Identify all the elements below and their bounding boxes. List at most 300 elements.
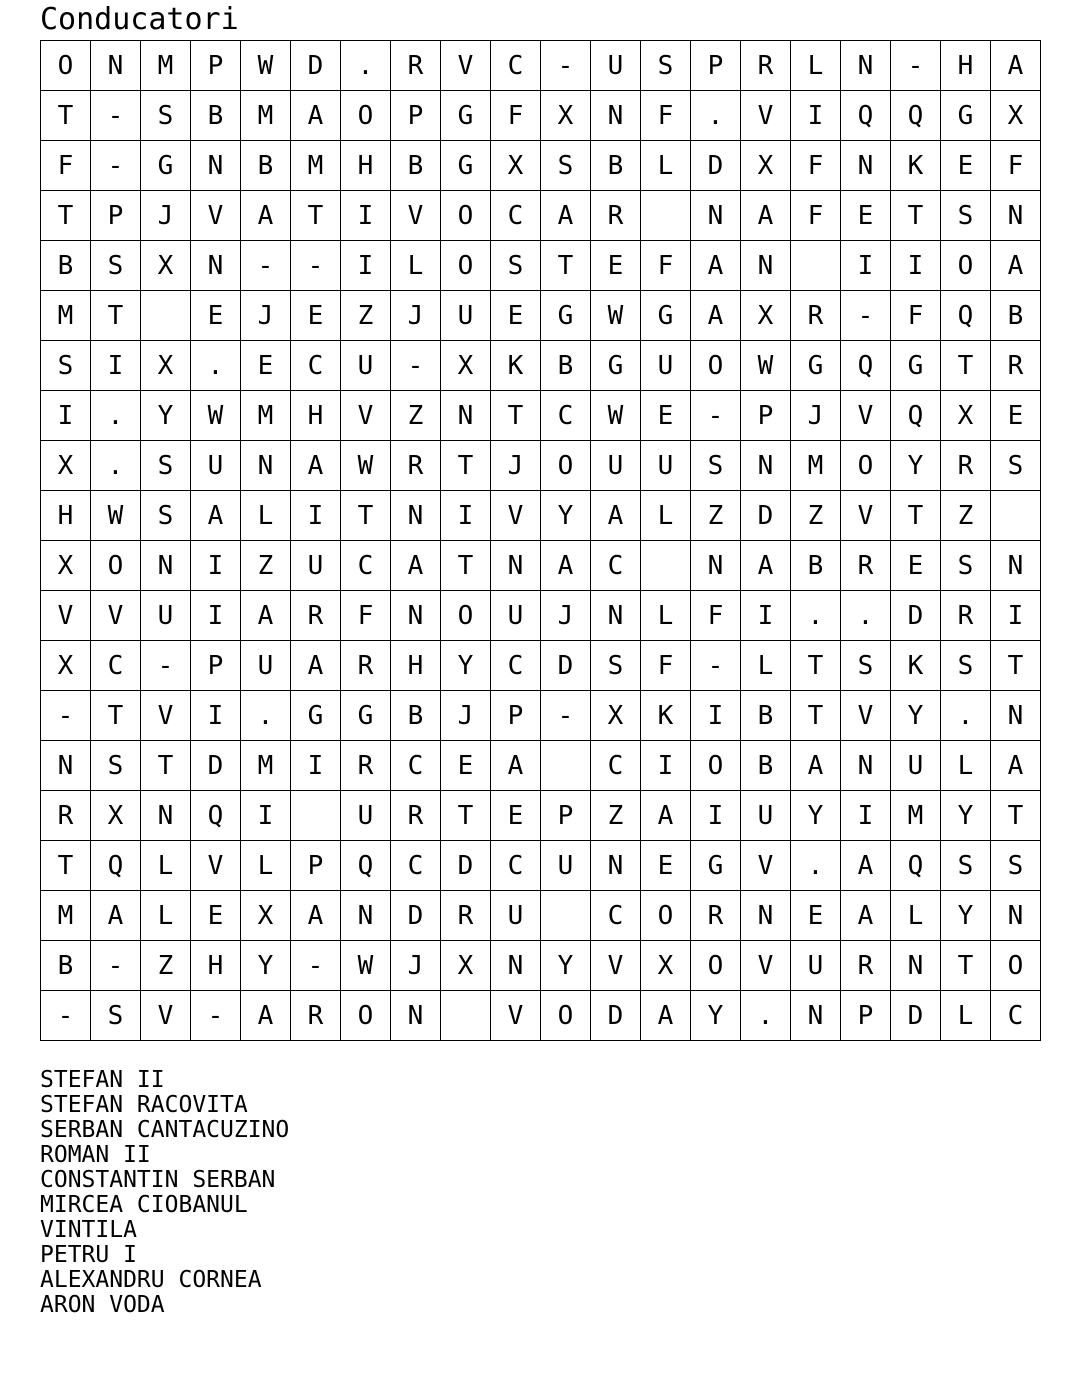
grid-cell[interactable]: V [741, 841, 791, 891]
grid-cell[interactable]: X [241, 891, 291, 941]
grid-cell[interactable]: . [91, 391, 141, 441]
grid-cell[interactable]: T [141, 741, 191, 791]
grid-cell[interactable]: F [791, 141, 841, 191]
grid-cell[interactable]: P [741, 391, 791, 441]
grid-cell[interactable]: L [141, 841, 191, 891]
grid-cell[interactable]: R [391, 791, 441, 841]
grid-cell[interactable]: N [841, 741, 891, 791]
grid-cell[interactable]: T [441, 541, 491, 591]
grid-cell[interactable]: I [41, 391, 91, 441]
grid-cell[interactable]: W [91, 491, 141, 541]
grid-cell[interactable]: R [841, 941, 891, 991]
grid-cell[interactable]: G [791, 341, 841, 391]
grid-cell[interactable]: X [141, 241, 191, 291]
grid-cell[interactable]: E [491, 791, 541, 841]
grid-cell[interactable]: E [191, 891, 241, 941]
grid-cell[interactable]: X [641, 941, 691, 991]
grid-cell[interactable]: W [191, 391, 241, 441]
grid-cell[interactable]: O [691, 341, 741, 391]
grid-cell[interactable]: F [991, 141, 1041, 191]
grid-cell[interactable]: J [441, 691, 491, 741]
grid-cell[interactable]: E [891, 541, 941, 591]
grid-cell[interactable] [541, 891, 591, 941]
grid-cell[interactable]: S [141, 441, 191, 491]
grid-cell[interactable]: N [891, 941, 941, 991]
grid-cell[interactable]: H [391, 641, 441, 691]
grid-cell[interactable]: S [91, 741, 141, 791]
grid-cell[interactable]: - [541, 691, 591, 741]
grid-cell[interactable]: X [91, 791, 141, 841]
grid-cell[interactable]: U [791, 941, 841, 991]
grid-cell[interactable]: B [541, 341, 591, 391]
grid-cell[interactable]: Z [791, 491, 841, 541]
grid-cell[interactable]: T [41, 91, 91, 141]
grid-cell[interactable]: R [941, 441, 991, 491]
grid-cell[interactable]: N [991, 891, 1041, 941]
grid-cell[interactable]: V [141, 991, 191, 1041]
grid-cell[interactable]: W [741, 341, 791, 391]
grid-cell[interactable]: I [91, 341, 141, 391]
grid-cell[interactable]: J [241, 291, 291, 341]
grid-cell[interactable] [991, 491, 1041, 541]
grid-cell[interactable]: O [541, 991, 591, 1041]
grid-cell[interactable]: D [191, 741, 241, 791]
grid-cell[interactable]: A [741, 541, 791, 591]
grid-cell[interactable]: A [841, 891, 891, 941]
grid-cell[interactable]: T [441, 791, 491, 841]
grid-cell[interactable]: A [991, 741, 1041, 791]
grid-cell[interactable]: F [891, 291, 941, 341]
grid-cell[interactable]: N [841, 41, 891, 91]
grid-cell[interactable]: L [141, 891, 191, 941]
grid-cell[interactable]: V [741, 941, 791, 991]
grid-cell[interactable]: . [241, 691, 291, 741]
grid-cell[interactable]: N [341, 891, 391, 941]
grid-cell[interactable]: I [691, 791, 741, 841]
grid-cell[interactable]: N [391, 991, 441, 1041]
grid-cell[interactable]: H [341, 141, 391, 191]
grid-cell[interactable]: V [491, 491, 541, 541]
grid-cell[interactable]: I [191, 541, 241, 591]
grid-cell[interactable]: J [791, 391, 841, 441]
grid-cell[interactable]: I [291, 741, 341, 791]
grid-cell[interactable]: A [241, 191, 291, 241]
grid-cell[interactable]: N [491, 541, 541, 591]
grid-cell[interactable]: Z [341, 291, 391, 341]
grid-cell[interactable]: T [891, 191, 941, 241]
grid-cell[interactable]: O [441, 591, 491, 641]
grid-cell[interactable]: Y [541, 491, 591, 541]
grid-cell[interactable]: I [291, 491, 341, 541]
grid-cell[interactable]: U [641, 341, 691, 391]
grid-cell[interactable]: A [241, 991, 291, 1041]
grid-cell[interactable]: - [541, 41, 591, 91]
grid-cell[interactable]: A [241, 591, 291, 641]
grid-cell[interactable]: U [141, 591, 191, 641]
grid-cell[interactable]: S [141, 91, 191, 141]
grid-cell[interactable]: N [691, 191, 741, 241]
grid-cell[interactable]: I [991, 591, 1041, 641]
grid-cell[interactable]: L [941, 741, 991, 791]
grid-cell[interactable]: O [41, 41, 91, 91]
grid-cell[interactable]: D [591, 991, 641, 1041]
grid-cell[interactable]: - [91, 141, 141, 191]
grid-cell[interactable]: K [491, 341, 541, 391]
grid-cell[interactable]: E [841, 191, 891, 241]
grid-cell[interactable]: H [291, 391, 341, 441]
grid-cell[interactable]: N [91, 41, 141, 91]
grid-cell[interactable]: B [391, 691, 441, 741]
grid-cell[interactable]: A [291, 441, 341, 491]
grid-cell[interactable]: A [291, 91, 341, 141]
grid-cell[interactable]: B [391, 141, 441, 191]
grid-cell[interactable] [541, 741, 591, 791]
grid-cell[interactable]: Q [91, 841, 141, 891]
grid-cell[interactable]: O [941, 241, 991, 291]
grid-cell[interactable]: C [591, 891, 641, 941]
grid-cell[interactable]: D [541, 641, 591, 691]
grid-cell[interactable]: L [241, 491, 291, 541]
grid-cell[interactable]: D [441, 841, 491, 891]
grid-cell[interactable]: U [341, 341, 391, 391]
grid-cell[interactable]: O [691, 741, 741, 791]
grid-cell[interactable]: P [691, 41, 741, 91]
grid-cell[interactable]: T [941, 341, 991, 391]
grid-cell[interactable]: P [391, 91, 441, 141]
grid-cell[interactable]: . [191, 341, 241, 391]
grid-cell[interactable]: D [891, 591, 941, 641]
grid-cell[interactable]: T [941, 941, 991, 991]
grid-cell[interactable]: A [541, 191, 591, 241]
grid-cell[interactable]: B [741, 741, 791, 791]
grid-cell[interactable]: E [991, 391, 1041, 441]
grid-cell[interactable]: N [491, 941, 541, 991]
grid-cell[interactable]: T [491, 391, 541, 441]
grid-cell[interactable]: U [191, 441, 241, 491]
grid-cell[interactable]: J [391, 291, 441, 341]
grid-cell[interactable]: A [391, 541, 441, 591]
grid-cell[interactable]: W [591, 391, 641, 441]
grid-cell[interactable]: M [141, 41, 191, 91]
grid-cell[interactable]: M [241, 91, 291, 141]
grid-cell[interactable]: I [841, 791, 891, 841]
grid-cell[interactable]: S [491, 241, 541, 291]
grid-cell[interactable]: T [41, 841, 91, 891]
grid-cell[interactable]: S [841, 641, 891, 691]
grid-cell[interactable]: D [691, 141, 741, 191]
grid-cell[interactable]: U [591, 41, 641, 91]
grid-cell[interactable]: N [841, 141, 891, 191]
grid-cell[interactable]: N [591, 91, 641, 141]
grid-cell[interactable]: C [391, 841, 441, 891]
grid-cell[interactable]: F [641, 641, 691, 691]
grid-cell[interactable]: Y [141, 391, 191, 441]
grid-cell[interactable]: A [91, 891, 141, 941]
grid-cell[interactable]: M [41, 291, 91, 341]
grid-cell[interactable]: B [991, 291, 1041, 341]
grid-cell[interactable]: L [391, 241, 441, 291]
grid-cell[interactable]: R [941, 591, 991, 641]
grid-cell[interactable]: Y [541, 941, 591, 991]
grid-cell[interactable]: A [691, 291, 741, 341]
grid-cell[interactable]: I [691, 691, 741, 741]
grid-cell[interactable]: L [641, 591, 691, 641]
grid-cell[interactable]: C [391, 741, 441, 791]
grid-cell[interactable] [441, 991, 491, 1041]
grid-cell[interactable]: K [891, 141, 941, 191]
grid-cell[interactable]: C [491, 41, 541, 91]
grid-cell[interactable]: . [791, 841, 841, 891]
grid-cell[interactable]: P [841, 991, 891, 1041]
grid-cell[interactable]: F [641, 91, 691, 141]
grid-cell[interactable]: S [141, 491, 191, 541]
grid-cell[interactable]: - [141, 641, 191, 691]
grid-cell[interactable]: X [141, 341, 191, 391]
grid-cell[interactable]: V [141, 691, 191, 741]
grid-cell[interactable]: O [691, 941, 741, 991]
grid-cell[interactable]: R [841, 541, 891, 591]
grid-cell[interactable]: O [341, 91, 391, 141]
grid-cell[interactable]: . [691, 91, 741, 141]
grid-cell[interactable]: - [841, 291, 891, 341]
grid-cell[interactable]: A [791, 741, 841, 791]
grid-cell[interactable]: B [241, 141, 291, 191]
grid-cell[interactable]: X [491, 141, 541, 191]
grid-cell[interactable]: G [691, 841, 741, 891]
grid-cell[interactable]: Q [891, 841, 941, 891]
grid-cell[interactable]: Y [941, 791, 991, 841]
grid-cell[interactable]: V [841, 491, 891, 541]
grid-cell[interactable]: I [191, 691, 241, 741]
grid-cell[interactable]: Q [841, 341, 891, 391]
grid-cell[interactable]: T [441, 441, 491, 491]
grid-cell[interactable]: S [91, 991, 141, 1041]
grid-cell[interactable]: I [341, 191, 391, 241]
grid-cell[interactable]: B [741, 691, 791, 741]
grid-cell[interactable]: R [291, 591, 341, 641]
grid-cell[interactable]: O [441, 241, 491, 291]
grid-cell[interactable]: . [91, 441, 141, 491]
grid-cell[interactable]: N [691, 541, 741, 591]
grid-cell[interactable]: G [341, 691, 391, 741]
grid-cell[interactable]: A [191, 491, 241, 541]
grid-cell[interactable]: . [941, 691, 991, 741]
grid-cell[interactable]: K [891, 641, 941, 691]
grid-cell[interactable]: P [491, 691, 541, 741]
grid-cell[interactable]: S [941, 191, 991, 241]
grid-cell[interactable]: - [41, 991, 91, 1041]
grid-cell[interactable]: E [191, 291, 241, 341]
grid-cell[interactable]: Z [941, 491, 991, 541]
grid-cell[interactable]: N [591, 841, 641, 891]
grid-cell[interactable]: S [91, 241, 141, 291]
grid-cell[interactable]: V [841, 391, 891, 441]
grid-cell[interactable]: Z [691, 491, 741, 541]
grid-cell[interactable]: U [591, 441, 641, 491]
grid-cell[interactable]: N [791, 991, 841, 1041]
grid-cell[interactable]: V [191, 841, 241, 891]
grid-cell[interactable]: T [991, 641, 1041, 691]
grid-cell[interactable]: V [341, 391, 391, 441]
grid-cell[interactable]: L [641, 141, 691, 191]
grid-cell[interactable]: U [491, 891, 541, 941]
grid-cell[interactable]: I [741, 591, 791, 641]
grid-cell[interactable]: U [341, 791, 391, 841]
grid-cell[interactable]: U [441, 291, 491, 341]
grid-cell[interactable]: O [991, 941, 1041, 991]
grid-cell[interactable]: E [641, 391, 691, 441]
grid-cell[interactable]: F [641, 241, 691, 291]
grid-cell[interactable]: B [791, 541, 841, 591]
grid-cell[interactable]: T [541, 241, 591, 291]
grid-cell[interactable]: S [641, 41, 691, 91]
grid-cell[interactable]: F [341, 591, 391, 641]
grid-cell[interactable]: I [841, 241, 891, 291]
grid-cell[interactable]: L [941, 991, 991, 1041]
grid-cell[interactable]: - [41, 691, 91, 741]
grid-cell[interactable]: V [591, 941, 641, 991]
grid-cell[interactable]: . [741, 991, 791, 1041]
grid-cell[interactable]: T [891, 491, 941, 541]
grid-cell[interactable] [291, 791, 341, 841]
grid-cell[interactable]: S [941, 541, 991, 591]
grid-cell[interactable]: C [991, 991, 1041, 1041]
grid-cell[interactable]: I [341, 241, 391, 291]
grid-cell[interactable]: O [441, 191, 491, 241]
grid-cell[interactable]: G [941, 91, 991, 141]
grid-cell[interactable]: M [241, 741, 291, 791]
grid-cell[interactable]: Y [941, 891, 991, 941]
grid-cell[interactable]: U [641, 441, 691, 491]
grid-cell[interactable]: F [691, 591, 741, 641]
grid-cell[interactable] [641, 541, 691, 591]
grid-cell[interactable]: C [491, 191, 541, 241]
grid-cell[interactable]: A [641, 791, 691, 841]
grid-cell[interactable]: X [541, 91, 591, 141]
grid-cell[interactable]: U [291, 541, 341, 591]
grid-cell[interactable]: J [391, 941, 441, 991]
grid-cell[interactable]: N [191, 141, 241, 191]
grid-cell[interactable]: E [641, 841, 691, 891]
grid-cell[interactable]: M [41, 891, 91, 941]
grid-cell[interactable]: A [291, 891, 341, 941]
grid-cell[interactable]: O [541, 441, 591, 491]
grid-cell[interactable]: Q [941, 291, 991, 341]
grid-cell[interactable]: P [191, 641, 241, 691]
grid-cell[interactable]: V [41, 591, 91, 641]
grid-cell[interactable]: R [341, 641, 391, 691]
grid-cell[interactable]: O [841, 441, 891, 491]
grid-cell[interactable]: A [491, 741, 541, 791]
grid-cell[interactable]: C [341, 541, 391, 591]
grid-cell[interactable]: - [391, 341, 441, 391]
grid-cell[interactable]: L [641, 491, 691, 541]
grid-cell[interactable]: F [491, 91, 541, 141]
grid-cell[interactable]: . [791, 591, 841, 641]
grid-cell[interactable]: H [191, 941, 241, 991]
grid-cell[interactable]: U [741, 791, 791, 841]
grid-cell[interactable]: O [641, 891, 691, 941]
grid-cell[interactable]: F [791, 191, 841, 241]
grid-cell[interactable]: N [741, 441, 791, 491]
grid-cell[interactable]: T [291, 191, 341, 241]
grid-cell[interactable]: X [41, 641, 91, 691]
grid-cell[interactable]: - [91, 91, 141, 141]
grid-cell[interactable]: U [891, 741, 941, 791]
grid-cell[interactable]: I [891, 241, 941, 291]
grid-cell[interactable]: N [741, 241, 791, 291]
grid-cell[interactable]: E [791, 891, 841, 941]
grid-cell[interactable]: T [991, 791, 1041, 841]
grid-cell[interactable]: S [691, 441, 741, 491]
grid-cell[interactable]: C [491, 641, 541, 691]
grid-cell[interactable]: Z [141, 941, 191, 991]
grid-cell[interactable]: C [291, 341, 341, 391]
grid-cell[interactable]: Q [891, 91, 941, 141]
grid-cell[interactable]: D [891, 991, 941, 1041]
grid-cell[interactable]: N [391, 591, 441, 641]
grid-cell[interactable]: R [341, 741, 391, 791]
grid-cell[interactable]: L [891, 891, 941, 941]
grid-cell[interactable]: - [691, 641, 741, 691]
grid-cell[interactable]: B [41, 941, 91, 991]
grid-cell[interactable]: U [491, 591, 541, 641]
grid-cell[interactable] [791, 241, 841, 291]
grid-cell[interactable]: X [41, 541, 91, 591]
grid-cell[interactable]: L [241, 841, 291, 891]
grid-cell[interactable]: Y [441, 641, 491, 691]
grid-cell[interactable]: P [541, 791, 591, 841]
grid-cell[interactable]: S [41, 341, 91, 391]
grid-cell[interactable]: R [741, 41, 791, 91]
grid-cell[interactable]: Y [891, 691, 941, 741]
grid-cell[interactable]: O [91, 541, 141, 591]
grid-cell[interactable]: H [941, 41, 991, 91]
grid-cell[interactable]: L [791, 41, 841, 91]
grid-cell[interactable]: Q [341, 841, 391, 891]
grid-cell[interactable]: X [941, 391, 991, 441]
grid-cell[interactable]: V [191, 191, 241, 241]
grid-cell[interactable]: R [791, 291, 841, 341]
grid-cell[interactable]: . [841, 591, 891, 641]
grid-cell[interactable]: S [591, 641, 641, 691]
grid-cell[interactable]: V [841, 691, 891, 741]
grid-cell[interactable]: I [191, 591, 241, 641]
grid-cell[interactable]: G [291, 691, 341, 741]
grid-cell[interactable]: N [991, 691, 1041, 741]
grid-cell[interactable]: E [241, 341, 291, 391]
grid-cell[interactable]: N [141, 541, 191, 591]
grid-cell[interactable]: R [691, 891, 741, 941]
grid-cell[interactable]: H [41, 491, 91, 541]
grid-cell[interactable]: R [591, 191, 641, 241]
grid-cell[interactable]: Q [891, 391, 941, 441]
grid-cell[interactable]: X [441, 941, 491, 991]
grid-cell[interactable]: O [341, 991, 391, 1041]
grid-cell[interactable]: N [191, 241, 241, 291]
grid-cell[interactable]: - [891, 41, 941, 91]
grid-cell[interactable]: R [391, 41, 441, 91]
grid-cell[interactable]: C [91, 641, 141, 691]
grid-cell[interactable]: N [141, 791, 191, 841]
grid-cell[interactable]: M [791, 441, 841, 491]
grid-cell[interactable]: X [591, 691, 641, 741]
grid-cell[interactable]: T [341, 491, 391, 541]
grid-cell[interactable]: A [641, 991, 691, 1041]
grid-cell[interactable]: T [41, 191, 91, 241]
grid-cell[interactable]: I [791, 91, 841, 141]
grid-cell[interactable]: P [291, 841, 341, 891]
